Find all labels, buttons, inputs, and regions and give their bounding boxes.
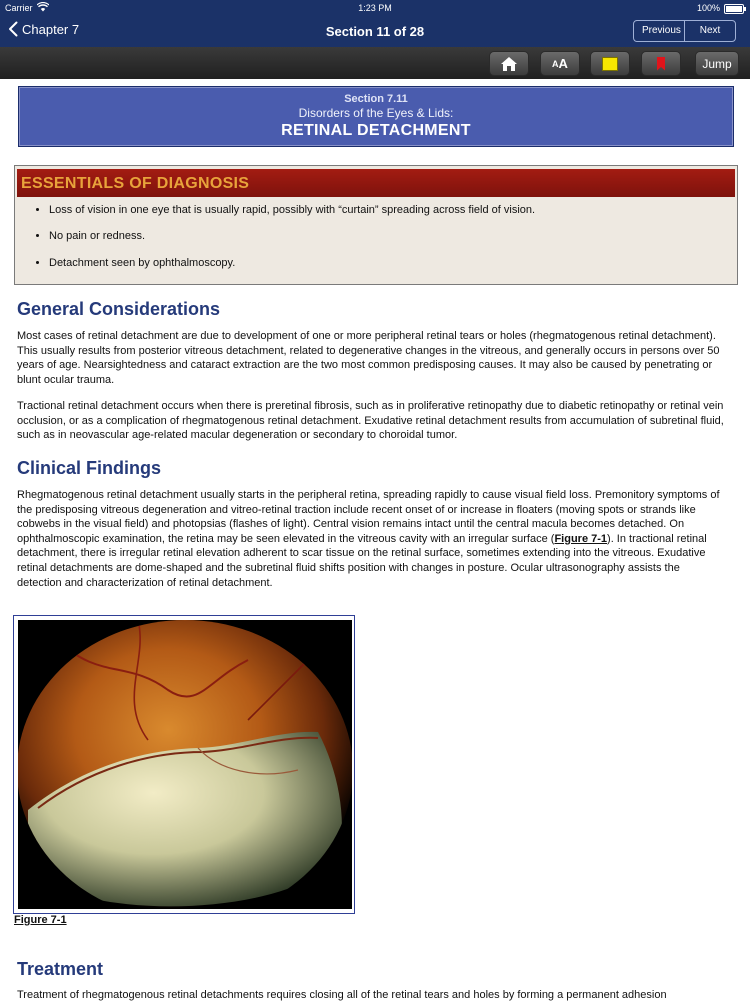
jump-button[interactable]: Jump <box>695 51 739 76</box>
home-button[interactable] <box>489 51 529 76</box>
toolbar <box>0 47 750 79</box>
highlight-button[interactable] <box>590 51 630 76</box>
page-title: Section 11 of 28 <box>325 24 425 39</box>
clock: 1:23 PM <box>358 3 392 13</box>
battery-icon <box>724 4 744 14</box>
font-large-label: A <box>558 56 568 71</box>
carrier-label: Carrier <box>5 3 33 13</box>
paragraph-text: ). In tractional retinal detachment, there is irregular retinal elevation adherent to scar tissue on the retinal surface, sometimes extending into the vitreous. Exudative retinal detachments are dome-shaped and the subretinal fluid shifts position with changes in posture. Ocular ultrasonography assists the detection and characterization of retinal detachment. <box>17 532 707 589</box>
essentials-heading: ESSENTIALS OF DIAGNOSIS <box>17 169 735 197</box>
section-subtitle: Disorders of the Eyes & Lids: <box>298 106 454 120</box>
prev-next-control <box>633 20 736 42</box>
paragraph: Treatment of rhegmatogenous retinal detachments requires closing all of the retinal tears and holes by forming a permanent adhesion <box>17 989 667 1001</box>
paragraph: Most cases of retinal detachment are due to development of one or more peripheral retinal tears or holes (rhegmatogenous retinal detachment). This usually results from posterior vitreous detachment, related to degenerative changes in the vitreous, and generally occurs in persons over 50 years of age. Nearsightedness and cataract extraction are the two most common predisposing causes. It may also be caused by penetrating or blunt ocular trauma. <box>17 330 720 386</box>
paragraph-text: Rhegmatogenous retinal detachment usually starts in the peripheral retina, spreading rapidly to cause visual field loss. Premonitory symptoms of the predisposing vitreous degeneration and vitreo-retinal traction include recent onset of or increase in floaters (moving spots or strands like cobwebs in the visual field) and photopsias (flashes of light). Central vision remains intact until the central macula becomes detached. On ophthalmoscopic examination, the retina may be seen elevated in the vitreous cavity with an irregular surface ( <box>17 489 720 545</box>
paragraph: Tractional retinal detachment occurs when there is preretinal fibrosis, such as in proliferative retinopathy due to diabetic retinopathy or retinal vein occlusion, or as a complication of rhegmatogenous retinal detachment. Exudative retinal detachment results from accumulation of subretinal fluid, such as in neovascular age-related macular degeneration or secondary to choroidal tumor. <box>17 400 724 442</box>
list-item: • No pain or redness. <box>49 230 145 242</box>
list-item: • Loss of vision in one eye that is usually rapid, possibly with “curtain” spreading across field of vision. <box>49 204 535 216</box>
heading-treatment: Treatment <box>17 959 104 979</box>
section-title: RETINAL DETACHMENT <box>281 122 471 139</box>
status-bar <box>0 0 750 16</box>
highlighter-icon <box>602 57 618 71</box>
essentials-box <box>14 165 738 285</box>
heading-general-considerations: General Considerations <box>17 299 221 319</box>
figure-link[interactable]: Figure 7-1 <box>554 532 608 545</box>
back-label: Chapter 7 <box>22 21 80 37</box>
home-icon <box>500 56 518 72</box>
previous-button[interactable]: Previous <box>634 21 685 41</box>
bookmark-button[interactable] <box>641 51 681 76</box>
font-small-label: A <box>552 58 559 69</box>
retina-fundus-image[interactable] <box>18 620 352 909</box>
font-size-button[interactable] <box>540 51 580 76</box>
battery-percent: 100% <box>696 3 720 13</box>
next-button[interactable]: Next <box>699 25 721 36</box>
section-number: Section 7.11 <box>344 93 408 105</box>
navigation-bar <box>0 16 750 47</box>
figure-caption[interactable]: Figure 7-1 <box>14 914 67 926</box>
paragraph <box>17 488 727 590</box>
heading-clinical-findings: Clinical Findings <box>17 458 162 478</box>
bookmark-icon <box>657 57 665 71</box>
section-header <box>18 86 734 147</box>
list-item: • Detachment seen by ophthalmoscopy. <box>49 257 235 269</box>
figure-frame[interactable] <box>13 615 355 914</box>
